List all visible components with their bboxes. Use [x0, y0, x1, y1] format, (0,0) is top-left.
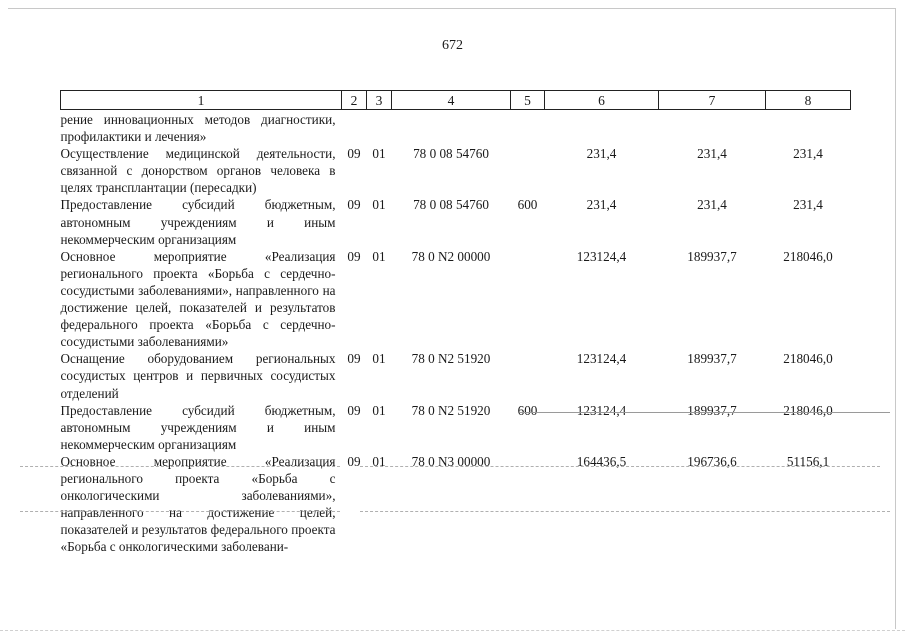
row-name: рение инновационных методов диагностики, профилактики и лечения» — [60, 112, 336, 145]
row-ministry: 09 — [347, 402, 361, 418]
row-ministry: 09 — [347, 146, 361, 162]
row-name: Предоставление субсидий бюджетным, автономным учреждениям и иным некоммерческим организациям — [60, 197, 336, 247]
row-y1: 123124,4 — [576, 351, 627, 367]
row-y1: 123124,4 — [576, 402, 627, 418]
separator-line — [520, 412, 890, 413]
row-type: 600 — [517, 402, 538, 418]
row-y2: 189937,7 — [687, 351, 737, 367]
row-y1: 123124,4 — [576, 248, 627, 264]
row-target: 78 0 N3 00000 — [411, 453, 491, 469]
row-y3: 231,4 — [793, 197, 823, 213]
row-ministry: 09 — [347, 351, 361, 367]
row-target: 78 0 N2 51920 — [411, 402, 491, 418]
row-name: Осуществление медицинской деятельности, связанной с донорством органов человека в целях трансплантации (пересадки) — [60, 146, 336, 196]
row-y1: 231,4 — [586, 146, 617, 162]
row-y3: 218046,0 — [783, 351, 833, 367]
row-section: 01 — [372, 248, 386, 264]
row-type: 600 — [517, 197, 538, 213]
row-y3: 218046,0 — [783, 248, 833, 264]
row-y2: 189937,7 — [687, 402, 737, 418]
row-name: Предоставление субсидий бюджетным, автономным учреждениям и иным некоммерческим организациям — [60, 402, 336, 452]
row-section: 01 — [372, 453, 386, 469]
header-col-3: 3 — [367, 91, 392, 110]
row-type — [511, 453, 545, 556]
row-y3: 218046,0 — [783, 402, 833, 418]
row-y1: 231,4 — [586, 197, 617, 213]
row-ministry — [342, 110, 367, 146]
row-y2: 196736,6 — [687, 453, 737, 469]
table-row — [61, 145, 851, 196]
row-y2: 189937,7 — [687, 248, 737, 264]
row-y3: 231,4 — [793, 146, 823, 162]
table-row — [61, 196, 851, 247]
row-ministry: 09 — [347, 248, 361, 264]
header-col-7: 7 — [659, 91, 766, 110]
header-row — [61, 91, 851, 110]
row-target: 78 0 N2 51920 — [411, 351, 491, 367]
table-row — [61, 453, 851, 556]
row-type — [511, 145, 545, 196]
row-name: Оснащение оборудованием региональных сосудистых центров и первичных сосудистых отделений — [60, 351, 336, 401]
row-target: 78 0 N2 00000 — [411, 248, 491, 264]
page-number: 672 — [442, 38, 463, 53]
scan-artifact-line — [0, 630, 905, 631]
row-section: 01 — [372, 197, 386, 213]
row-section — [367, 110, 392, 146]
row-section: 01 — [372, 146, 386, 162]
header-col-2: 2 — [342, 91, 367, 110]
table-row — [61, 350, 851, 401]
scan-artifact-line — [360, 466, 880, 467]
row-section: 01 — [372, 351, 386, 367]
table-row — [61, 402, 851, 453]
row-y1: 164436,5 — [576, 453, 627, 469]
row-type — [511, 248, 545, 351]
row-y2: 231,4 — [697, 197, 727, 213]
table-row — [61, 110, 851, 146]
header-col-6: 6 — [545, 91, 659, 110]
header-col-1: 1 — [61, 91, 342, 110]
row-target: 78 0 08 54760 — [413, 146, 489, 162]
row-ministry: 09 — [347, 197, 361, 213]
row-type — [511, 110, 545, 146]
row-y2 — [659, 110, 766, 146]
scan-artifact-line — [20, 466, 340, 467]
budget-table — [60, 90, 851, 555]
row-y3 — [766, 110, 851, 146]
header-col-8: 8 — [766, 91, 851, 110]
scan-artifact-line — [20, 511, 340, 512]
row-name: Основное мероприятие «Реализация регионального проекта «Борьба с онкологическими заболеваниями», направленного на достижение целей, показателей и результатов федерального проекта «Борьба с онкологическими заболевани- — [60, 453, 336, 555]
row-ministry: 09 — [347, 453, 361, 469]
row-y3: 51156,1 — [786, 453, 830, 469]
row-section: 01 — [372, 402, 386, 418]
row-name: Основное мероприятие «Реализация регионального проекта «Борьба с сердечно-сосудистыми заболеваниями», направленного на достижение целей, показателей и результатов федерального проекта «Борьба с сердечно-сосудистыми заболеваниями» — [60, 248, 336, 350]
scan-artifact-line — [360, 511, 890, 512]
row-y1 — [545, 110, 659, 146]
header-col-5: 5 — [511, 91, 545, 110]
table-row — [61, 248, 851, 351]
row-type — [511, 350, 545, 401]
header-col-4: 4 — [392, 91, 511, 110]
row-y2: 231,4 — [697, 146, 727, 162]
row-target — [392, 110, 511, 146]
row-target: 78 0 08 54760 — [413, 197, 489, 213]
